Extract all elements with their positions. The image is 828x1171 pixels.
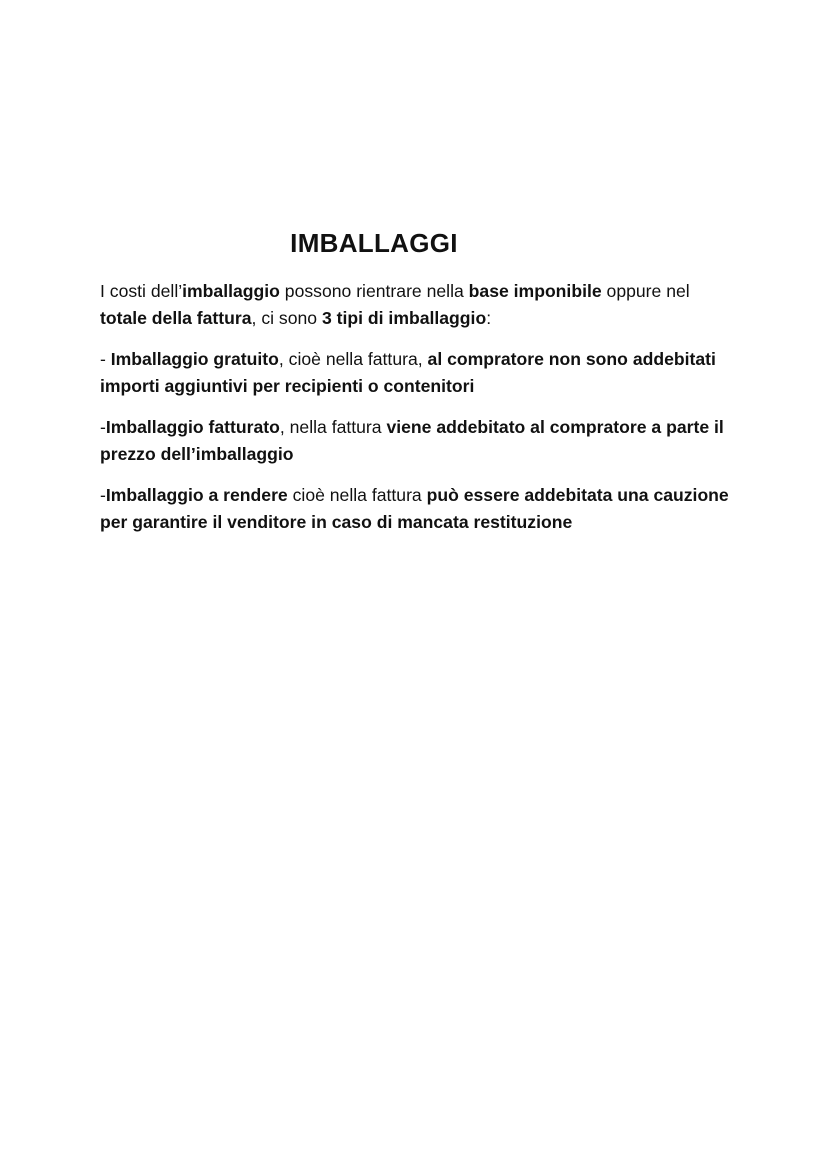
- text-segment-bold: al compratore non sono addebitati importi aggiuntivi per recipienti o contenitori: [100, 349, 716, 396]
- document-body: [100, 278, 740, 550]
- text-segment-bold: viene addebitato al compratore a parte il prezzo dell’imballaggio: [100, 417, 724, 464]
- paragraph-intro: [100, 278, 740, 332]
- text-segment-bold: Imballaggio a rendere: [105, 485, 288, 505]
- text-segment: possono rientrare nella: [279, 281, 469, 301]
- text-segment: -: [100, 349, 111, 369]
- paragraph-imballaggio-gratuito: [100, 346, 740, 400]
- text-segment: I costi dell’: [100, 281, 183, 301]
- paragraph-imballaggio-a-rendere: [100, 482, 740, 536]
- text-segment-bold: Imballaggio fatturato: [105, 417, 280, 437]
- text-segment-bold: base imponibile: [468, 281, 602, 301]
- text-segment: , cioè nella fattura,: [278, 349, 428, 369]
- text-segment: , ci sono: [251, 308, 322, 328]
- text-segment-bold: può essere addebitata una cauzione per garantire il venditore in caso di mancata restituzione: [100, 485, 729, 532]
- text-segment: , nella fattura: [279, 417, 387, 437]
- text-segment: -: [100, 417, 106, 437]
- paragraph-imballaggio-fatturato: [100, 414, 740, 468]
- text-segment-bold: totale della fattura: [100, 308, 252, 328]
- text-segment-bold: imballaggio: [182, 281, 280, 301]
- text-segment: -: [100, 485, 106, 505]
- text-segment: :: [486, 308, 492, 328]
- text-segment-bold: Imballaggio gratuito: [110, 349, 279, 369]
- text-segment-bold: 3 tipi di imballaggio: [321, 308, 487, 328]
- text-segment: oppure nel: [601, 281, 690, 301]
- text-segment: cioè nella fattura: [287, 485, 427, 505]
- page-title: IMBALLAGGI: [290, 228, 458, 258]
